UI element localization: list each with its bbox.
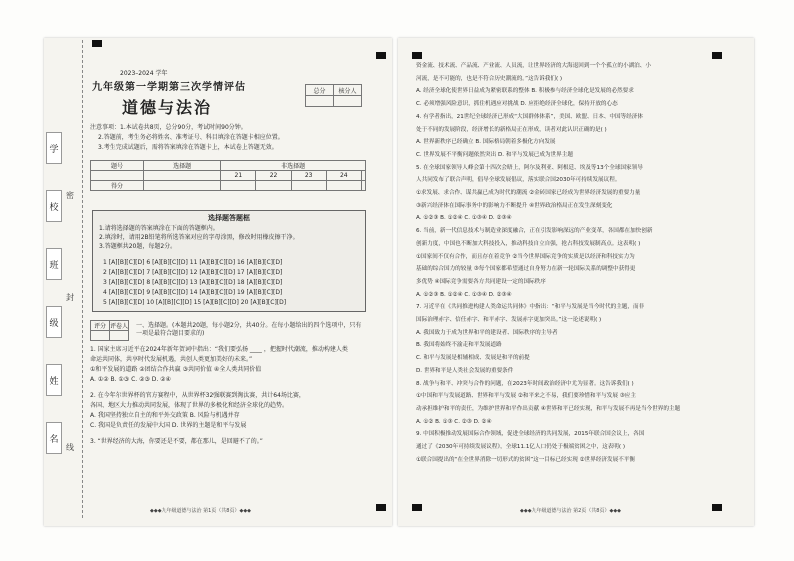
question-line: 创新力度，中国也不断加大科技投入，推动科技自立自强，抢占科技发展制高点。这表明( ) [416, 240, 641, 247]
question-line: A. ①② B. ①③ C. ②③ D. ②④ [416, 418, 492, 425]
total-score-cell [306, 96, 334, 107]
answer-row: 2 [A][B][C][D] 7 [A][B][C][D] 12 [A][B][C][D] 17 [A][B][C][D] [103, 269, 283, 276]
answer-row: 5 [A][B][C][D] 10 [A][B][C][D] 15 [A][B][C][D] 20 [A][B][C][D] [103, 299, 287, 306]
section-score-box [90, 320, 129, 341]
score-table-cell: 选择题 [143, 161, 220, 171]
registration-mark [376, 52, 386, 59]
section-grader-cell [110, 331, 129, 341]
score-table-cell: 题号 [91, 161, 144, 171]
total-score-label: 总分 [306, 85, 334, 96]
answer-box [92, 210, 366, 312]
checker-cell [334, 96, 362, 107]
binding-margin [44, 40, 83, 518]
binding-field: 学 [46, 132, 62, 164]
score-table-cell: 22 [256, 171, 291, 181]
question-line: ①求发展、求合作、谋共赢已成为时代的潮流 ②金砖国家已经成为世界经济发展的重要力量 [416, 190, 641, 196]
registration-mark [412, 504, 422, 511]
question-line: A. ①②③ B. ①②④ C. ①③④ D. ②③④ [416, 291, 512, 298]
answer-box-instruction: 2.填涂时，请用2B铅笔将所选答案对应的字母涂黑，修改时用橡皮擦干净。 [99, 234, 299, 241]
score-table-cell [361, 181, 365, 191]
seal-line-label: 封 [66, 293, 74, 302]
exam-title: 九年级第一学期第三次学情评估 [92, 82, 246, 93]
question-line: 动承担维护和平的责任，为维护世界和平作出贡献 ④世界和平已经实现，和平与发展不再是当今世界的主题 [416, 405, 681, 412]
school-year: 2023–2024 学年 [120, 70, 168, 77]
answer-row: 1 [A][B][C][D] 6 [A][B][C][D] 11 [A][B][C][D] 16 [A][B][C][D] [103, 259, 283, 266]
score-table-cell: 非选择题 [221, 161, 366, 171]
question-line: A. ①②③ B. ①②④ C. ①③④ D. ②③④ [416, 215, 512, 222]
total-score-box [305, 84, 362, 107]
question-line: ③新兴经济体在国际事务中的影响力不断提升 ④世界政治格局正在发生深刻变化 [416, 202, 613, 209]
page-footer: ◆◆◆九年级道德与法治 第1页（共8页）◆◆◆ [150, 508, 252, 514]
question-line: A. 世界新秩序已经确立 B. 国际格局朝着多极化方向发展 [416, 139, 556, 146]
question-line: 通过了《2030年可持续发展议程》，全球11.1亿人口仍处于极端贫困之中，这表明( ) [416, 444, 626, 450]
question-line: C. 和平与发展是相辅相成、发展是和平的前提 [416, 355, 530, 362]
question-line: 命运共同体，共享时代发展机遇，共创人类更加美好的未来。” [90, 356, 253, 363]
question-line: B. 我国将始终不渝走和平发展道路 [416, 342, 502, 349]
subject-title: 道德与法治 [122, 98, 213, 117]
question-line: A. 我国致力于成为世界和平的建设者、国际秩序的主导者 [416, 329, 558, 336]
score-table-cell [256, 181, 291, 191]
question-line: A. ①② B. ①③ C. ②③ D. ②④ [90, 376, 171, 383]
section-grader-label: 评卷人 [110, 321, 129, 331]
question-line: C. 我国是负责任的发展中大国 D. 世界的主题是和平与发展 [90, 422, 247, 429]
question-line: ①国家间不仅有合作，而且存在着竞争 ②当今世界国际竞争的实质是以经济和科技实力为 [416, 253, 635, 260]
registration-mark [376, 504, 386, 511]
score-table-cell [143, 171, 220, 181]
question-line: 河流，是不可能的，也是不符合历史潮流的。”这告诉我们( ) [416, 75, 563, 82]
binding-field: 级 [46, 306, 62, 338]
question-line: 处于不同的发展阶段，经济增长的新格局正在形成，读者对此认识正确的是( ) [416, 126, 607, 133]
section-title: 一、选择题。(本题共20题，每小题2分，共40分。在每小题给出的四个选项中，只有一项是最符合题目要求的) [136, 322, 362, 337]
question-line: 各国、地区大力推动共同发展，体现了世界的多极化和经济全球化的趋势。 [90, 402, 289, 409]
answer-row: 3 [A][B][C][D] 8 [A][B][C][D] 13 [A][B][C][D] 18 [A][B][C][D] [103, 279, 283, 286]
score-table-cell: 21 [221, 171, 256, 181]
question-line: 人共同发布了联合声明，倡导全球发展倡议，落实联合国2030年可持续发展议程。 [416, 177, 621, 184]
notes-line: 2.答题前，考生务必将姓名、准考证号、科目填涂在答题卡相应位置。 [98, 134, 284, 141]
question-line: 多优势 ④国际竞争需要各方共同建设一定的国际秩序 [416, 278, 546, 285]
question-line: D. 世界和平是人类社会发展的重要条件 [416, 367, 514, 374]
answer-box-instruction: 3.答题框共20题，每题2分。 [99, 243, 177, 250]
score-table [90, 160, 366, 191]
question-line: 基础的综合国力的较量 ③每个国家都希望通过自身努力在新一轮国际关系的调整中获得更 [416, 266, 636, 273]
binding-field: 姓 [46, 364, 62, 396]
score-table-cell [361, 171, 365, 181]
question-line: C. 世界发展不平衡问题依然突出 D. 和平与发展已成为世界主题 [416, 151, 573, 158]
question-line: 4. 有学者指出，21世纪全球经济已形成“大国群体体系”，美国、欧盟、日本、中国等经济体 [416, 113, 643, 120]
checker-label: 核分人 [334, 85, 362, 96]
question-line: 9. 中国积极推动发展国际合作领域，促进全球经济的共同发展，2015年联合国会议上，各国 [416, 431, 645, 438]
question-line: 资金流、技术流、产品流、产业流、人员流，让世界经济的大海退回到一个个孤立的小湖泊、小 [416, 63, 651, 69]
question-line: ①和平发展的道路 ②团结合作共赢 ③共同价值 ④全人类共同价值 [90, 366, 262, 373]
binding-field: 校 [46, 190, 62, 222]
answer-box-title: 选择题答题框 [208, 214, 250, 222]
binding-field: 班 [46, 248, 62, 280]
page-footer: ◆◆◆九年级道德与法治 第2页（共8页）◆◆◆ [520, 508, 622, 514]
question-line: 1. 国家主席习近平在2024年新年贺词中指出：“我们要弘扬 ____ ，把握时代潮流，推动构建人类 [90, 346, 348, 353]
score-table-cell [326, 181, 361, 191]
notes-line: 注意事项：1.本试卷共8页，总分90分，考试时间90分钟。 [90, 124, 247, 131]
question-line: 8. 战争与和平、冲突与合作的问题，在2023年时间政治经济中尤为显著。这告诉我们( ) [416, 380, 634, 387]
question-line: 5. 在全球国家领导人峰会第十四次会晤上，阿尔及利亚、阿根廷、埃及等13个全球国家领导 [416, 164, 643, 171]
question-line: 2. 在今年尔世界杯的官方赛程中，从世界杯32强联赛到淘汰赛，共计64场比赛， [90, 392, 305, 399]
registration-mark [92, 40, 102, 47]
question-line: 6. 当前，新一代信息技术与制造业深度融合，正在引发影响深远的产业变革，各国都在加快创新 [416, 228, 653, 235]
question-line: 3. “世界经济的大海，你要还是不要，都在那儿，是回避不了的。” [90, 438, 263, 445]
score-table-cell: 得分 [91, 181, 144, 191]
binding-field: 名 [46, 422, 62, 454]
question-line: A. 我国坚持独立自主的和平外交政策 B. 风险与机遇并存 [90, 412, 240, 419]
answer-row: 4 [A][B][C][D] 9 [A][B][C][D] 14 [A][B][C][D] 19 [A][B][C][D] [103, 289, 283, 296]
seal-line-label: 密 [66, 191, 74, 200]
score-table-cell: 24 [326, 171, 361, 181]
score-table-cell: 23 [291, 171, 326, 181]
question-line: A. 经济全球化使世界日益成为紧密联系的整体 B. 积极参与经济全球化是发展的必然要求 [416, 88, 634, 95]
question-line: 国际治理赤字、信任赤字、和平赤字、发展赤字更加突出。”这一论述说明( ) [416, 317, 602, 323]
registration-mark [412, 52, 422, 59]
notes-line: 3.考生完成试题后，需将答案填涂在答题卡上，本试卷上答题无效。 [98, 144, 278, 151]
registration-mark [712, 52, 722, 59]
section-score-label: 评分 [91, 321, 110, 331]
score-table-cell [91, 171, 144, 181]
score-table-cell [143, 181, 220, 191]
registration-mark [712, 504, 722, 511]
question-line: 7. 习近平在《共同推进构建人类命运共同体》中指出：“和平与发展是当今时代的主题，而非 [416, 304, 645, 311]
seal-line-label: 线 [66, 443, 74, 452]
question-line: ①中国和平与发展道路、世界和平与发展 ②和平来之不易，我们要珍惜和平与发展 ③应主 [416, 393, 636, 400]
question-line: ①联合国提出的“在全世界消除一切形式的贫困”这一目标已经实现 ②世界经济发展不平衡 [416, 456, 635, 463]
question-line: C. 必须增强风险意识，抓住机遇应对挑战 D. 应拒绝经济全球化，保持开放的心态 [416, 101, 618, 108]
score-table-cell [291, 181, 326, 191]
section-score-cell [91, 331, 110, 341]
answer-box-instruction: 1.请将选择题的答案填涂在下面的答题框内。 [99, 225, 219, 232]
score-table-cell [221, 181, 256, 191]
